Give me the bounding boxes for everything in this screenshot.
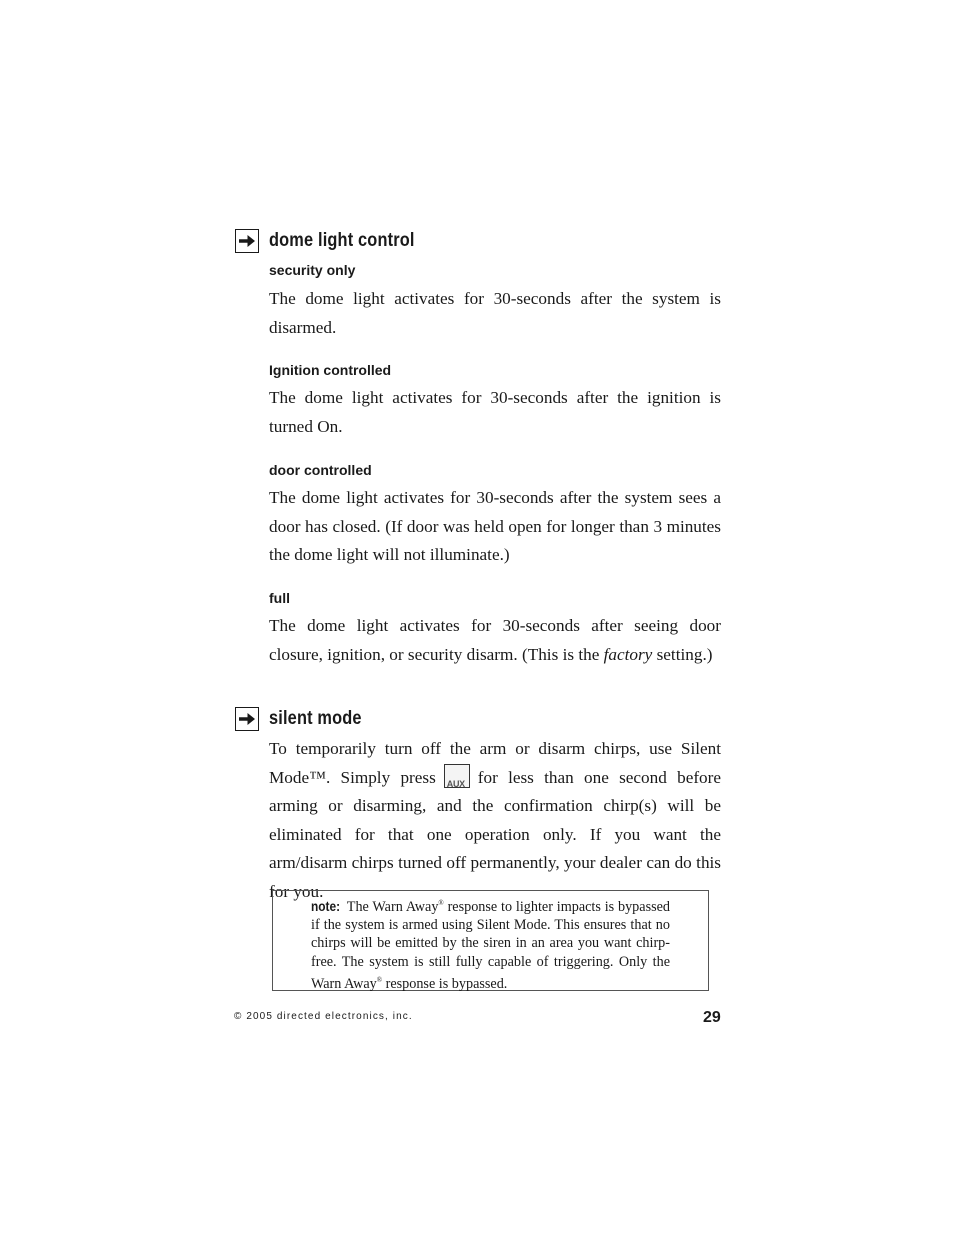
paragraph-door-controlled: The dome light activates for 30-seconds after the system sees a door has closed. (If door was held open for longer than 3 minutes the dome light will not illuminate.) (269, 488, 721, 565)
silent-mode-text: To temporarily turn off the arm or disarm chirps, use Silent Mode™. Simply press (269, 739, 721, 787)
note-text-part: The Warn Away (346, 899, 439, 915)
subheading-full: full (269, 590, 290, 606)
section-title: silent mode (269, 708, 362, 729)
factory-emphasis: factory (603, 644, 653, 664)
note-text-part: response is bypassed. (382, 975, 508, 992)
page-number: 29 (703, 1009, 721, 1026)
note-text (311, 894, 670, 993)
section-title: dome light control (269, 230, 415, 251)
right-arrow-icon (235, 229, 259, 253)
copyright-footer: © 2005 directed electronics, inc. (234, 1011, 413, 1022)
paragraph-silent-mode (269, 735, 721, 907)
paragraph-full-text: The dome light activates for 30-seconds after seeing door closure, ignition, or security disarm. (This is the (269, 616, 721, 664)
paragraph-security-only: The dome light activates for 30-seconds after the system is disarmed. (269, 289, 721, 337)
section-heading-silent-mode (235, 705, 377, 733)
subheading-door-controlled: door controlled (269, 462, 372, 478)
registered-mark: ® (438, 899, 444, 907)
right-arrow-icon (235, 707, 259, 731)
note-text-part: response to lighter impacts is bypassed if the system is armed using Silent Mode. This ensures that no chirps will be emitted by the siren in an area you want chirp-free. The system is still fully capable of triggering. Only the Warn Away (311, 899, 671, 992)
note-label: note: (311, 898, 341, 914)
paragraph-full (269, 612, 721, 669)
aux-button-icon (444, 764, 470, 788)
paragraph-ignition-controlled: The dome light activates for 30-seconds after the ignition is turned On. (269, 388, 721, 436)
silent-mode-text-end: for less than one second before arming or disarming, and the confirmation chirp(s) will be eliminated for that one operation only. If you want the arm/disarm chirps turned off permanently, your dealer can do this for you. (269, 767, 721, 901)
paragraph-full-text-end: setting.) (652, 644, 713, 664)
aux-button-label: AUX (446, 778, 465, 789)
registered-mark: ® (376, 975, 383, 984)
section-heading-dome-light (235, 227, 438, 255)
note-box (272, 890, 709, 991)
subheading-security-only: security only (269, 262, 356, 278)
subheading-ignition-controlled: Ignition controlled (269, 362, 392, 378)
